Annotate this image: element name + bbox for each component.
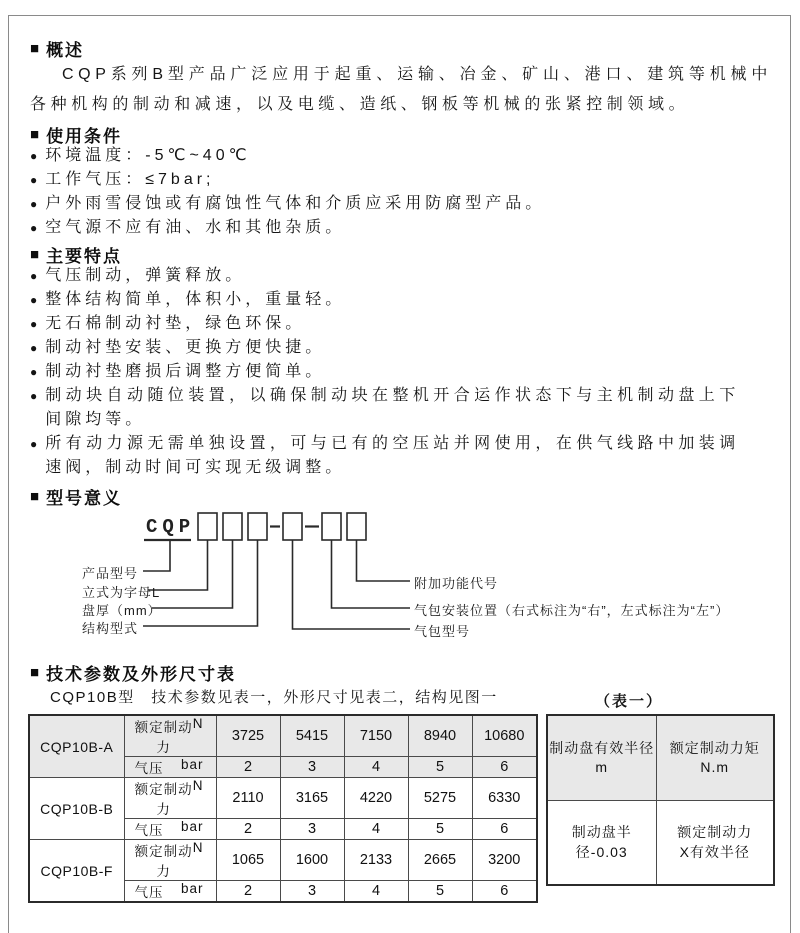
code-box — [347, 513, 366, 540]
code-box — [248, 513, 267, 540]
value-cell: 8940 — [408, 715, 472, 757]
section-heading-overview — [30, 38, 772, 58]
value-cell: 6 — [472, 757, 537, 778]
torque-value-line2: X有效半径 — [679, 844, 750, 861]
param-label: 气压 — [134, 885, 164, 900]
leader-airbag-model — [293, 540, 411, 629]
feature-item — [30, 384, 772, 432]
leader-disc-thickness — [152, 540, 233, 608]
param-label: 气压 — [134, 823, 164, 838]
model-label-vertical: 立式为字母L — [82, 585, 161, 600]
feature-text: 无石棉制动衬垫，绿色环保。 — [45, 315, 306, 332]
param-label: 气压 — [134, 761, 164, 776]
conditions-list — [30, 144, 772, 240]
conditions-title: 使用条件 — [46, 126, 123, 146]
feature-text: 整体结构简单，体积小，重量轻。 — [45, 291, 346, 308]
section-heading-conditions — [30, 124, 772, 144]
torque-value-cell — [656, 800, 774, 885]
value-cell: 5 — [408, 881, 472, 903]
overview-paragraph: CQP系列B型产品广泛应用于起重、运输、冶金、矿山、港口、建筑等机械中各种机构的制动和减速，以及电缆、造纸、钢板等机械的张紧控制领域。 — [30, 66, 772, 113]
value-cell: 4 — [344, 757, 408, 778]
model-name-cell: CQP10B-A — [29, 715, 124, 778]
value-cell: 2110 — [216, 778, 280, 819]
bullet-icon: ● — [30, 269, 38, 283]
value-cell: 3165 — [280, 778, 344, 819]
section-heading-specs — [30, 662, 772, 682]
model-label-airbag-position: 气包安装位置（右式标注为“右”，左式标注为“左”） — [414, 603, 730, 618]
value-cell: 1065 — [216, 840, 280, 881]
condition-item — [30, 144, 772, 168]
model-name-cell: CQP10B-B — [29, 778, 124, 840]
param-unit: bar — [180, 819, 204, 834]
feature-text: 制动块自动随位装置，以确保制动块在整机开合运作状态下与主机制动盘上下间隙均等。 — [45, 387, 740, 428]
spec-table-left — [28, 714, 538, 903]
model-label-extra-function: 附加功能代号 — [414, 576, 499, 591]
param-label-cell — [124, 757, 216, 778]
param-label-cell — [124, 715, 216, 757]
leader-extra-function — [357, 540, 411, 581]
table-one-tag: （表一） — [595, 693, 664, 710]
section-marker-icon: ■ — [30, 125, 40, 143]
leader-airbag-position — [332, 540, 411, 608]
page-content — [30, 38, 772, 900]
bullet-icon: ● — [30, 149, 38, 163]
value-cell: 2 — [216, 757, 280, 778]
condition-item — [30, 192, 772, 216]
feature-item — [30, 312, 772, 336]
value-cell: 4220 — [344, 778, 408, 819]
value-cell: 3 — [280, 819, 344, 840]
bullet-icon: ● — [30, 293, 38, 307]
bullet-icon: ● — [30, 221, 38, 235]
param-unit: N — [192, 716, 204, 731]
feature-item — [30, 264, 772, 288]
model-title: 型号意义 — [46, 488, 123, 508]
radius-header-cell — [547, 715, 656, 800]
condition-text: 空气源不应有油、水和其他杂质。 — [45, 219, 346, 236]
value-cell: 3 — [280, 757, 344, 778]
model-code-lines — [30, 506, 770, 652]
value-cell: 5415 — [280, 715, 344, 757]
code-box — [223, 513, 242, 540]
value-cell: 5275 — [408, 778, 472, 819]
value-cell: 6 — [472, 881, 537, 903]
param-label: 额定制动力 — [134, 844, 193, 879]
value-cell: 2133 — [344, 840, 408, 881]
feature-text: 所有动力源无需单独设置，可与已有的空压站并网使用，在供气线路中加装调速阀，制动时间可实现无级调整。 — [45, 435, 740, 476]
leader-product-model — [143, 540, 170, 571]
param-unit: bar — [180, 757, 204, 772]
bullet-icon: ● — [30, 389, 38, 403]
param-label-cell — [124, 881, 216, 903]
value-cell: 10680 — [472, 715, 537, 757]
section-heading-features — [30, 244, 772, 264]
section-marker-icon: ■ — [30, 663, 40, 681]
value-cell: 2665 — [408, 840, 472, 881]
value-cell: 2 — [216, 881, 280, 903]
specs-subtitle-row — [30, 684, 772, 708]
section-heading-model — [30, 486, 772, 506]
code-box — [283, 513, 302, 540]
bullet-icon: ● — [30, 437, 38, 451]
value-cell: 7150 — [344, 715, 408, 757]
model-name-cell: CQP10B-F — [29, 840, 124, 903]
specs-title: 技术参数及外形尺寸表 — [46, 664, 237, 684]
torque-header-unit: N.m — [700, 758, 730, 775]
value-cell: 4 — [344, 881, 408, 903]
model-label-thickness: 盘厚（mm） — [82, 603, 162, 618]
value-cell: 3 — [280, 881, 344, 903]
section-marker-icon: ■ — [30, 39, 40, 57]
bullet-icon: ● — [30, 365, 38, 379]
value-cell: 3200 — [472, 840, 537, 881]
model-label-product: 产品型号 — [82, 566, 139, 581]
condition-item — [30, 168, 772, 192]
value-cell: 5 — [408, 819, 472, 840]
radius-value-cell: 制动盘半径-0.03 — [547, 800, 656, 885]
feature-text: 制动衬垫安装、更换方便快捷。 — [45, 339, 326, 356]
param-unit: bar — [180, 881, 204, 896]
condition-text: 工作气压：≤7bar; — [45, 171, 215, 188]
feature-item — [30, 360, 772, 384]
bullet-icon: ● — [30, 341, 38, 355]
param-label-cell — [124, 778, 216, 819]
torque-header-cell — [656, 715, 774, 800]
param-label-cell — [124, 840, 216, 881]
code-box — [322, 513, 341, 540]
torque-header-title: 额定制动力矩 — [669, 739, 760, 756]
features-list — [30, 264, 772, 480]
value-cell: 5 — [408, 757, 472, 778]
section-marker-icon: ■ — [30, 245, 40, 263]
param-label: 额定制动力 — [134, 720, 193, 755]
overview-title: 概述 — [46, 40, 85, 60]
condition-text: 环境温度：-5℃~40℃ — [45, 147, 251, 164]
model-code-diagram — [30, 506, 772, 652]
value-cell: 3725 — [216, 715, 280, 757]
radius-header-title: 制动盘有效半径 — [549, 739, 655, 756]
bullet-icon: ● — [30, 173, 38, 187]
code-box — [198, 513, 217, 540]
value-cell: 2 — [216, 819, 280, 840]
value-cell: 6330 — [472, 778, 537, 819]
feature-item — [30, 432, 772, 480]
bullet-icon: ● — [30, 197, 38, 211]
model-label-structure: 结构型式 — [82, 621, 139, 636]
value-cell: 1600 — [280, 840, 344, 881]
value-cell: 4 — [344, 819, 408, 840]
bullet-icon: ● — [30, 317, 38, 331]
model-prefix: CQP — [146, 516, 196, 538]
radius-header-unit: m — [595, 758, 609, 775]
feature-item — [30, 288, 772, 312]
specs-subtitle: CQP10B型 技术参数见表一，外形尺寸见表二，结构见图一 — [50, 689, 498, 706]
condition-text: 户外雨雪侵蚀或有腐蚀性气体和介质应采用防腐型产品。 — [45, 195, 546, 212]
condition-item — [30, 216, 772, 240]
spec-table-right — [546, 714, 775, 886]
feature-text: 制动衬垫磨损后调整方便简单。 — [45, 363, 326, 380]
param-label: 额定制动力 — [134, 782, 193, 817]
param-unit: N — [192, 778, 204, 793]
spec-tables — [28, 714, 772, 900]
feature-item — [30, 336, 772, 360]
param-label-cell — [124, 819, 216, 840]
section-marker-icon: ■ — [30, 487, 40, 505]
value-cell: 6 — [472, 819, 537, 840]
torque-value-line1: 额定制动力 — [677, 824, 753, 841]
model-label-airbag-model: 气包型号 — [414, 624, 471, 639]
features-title: 主要特点 — [46, 246, 123, 266]
param-unit: N — [192, 840, 204, 855]
feature-text: 气压制动，弹簧释放。 — [45, 267, 246, 284]
